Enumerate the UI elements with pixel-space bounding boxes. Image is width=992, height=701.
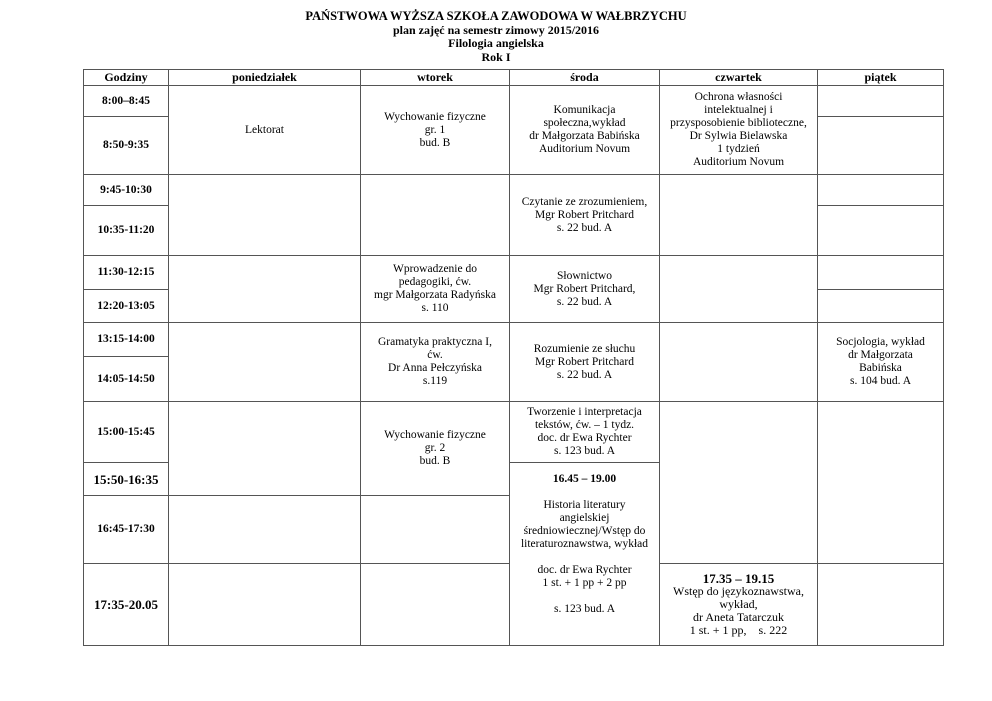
empty-cell (169, 402, 361, 496)
empty-cell (169, 175, 361, 256)
empty-cell (361, 564, 510, 646)
plan-title: plan zajęć na semestr zimowy 2015/2016 (392, 22, 600, 37)
time-slot: 14:05-14:50 (84, 357, 169, 402)
empty-cell (660, 256, 818, 323)
time-slot: 9:45-10:30 (84, 175, 169, 206)
class-line: mgr Małgorzata Radyńska (374, 289, 496, 301)
class-line: pedagogiki, ćw. (398, 276, 472, 288)
table-row (84, 86, 944, 117)
class-cell (510, 402, 660, 463)
class-line: tekstów, ćw. – 1 tydz. (534, 419, 635, 431)
empty-cell (818, 290, 944, 323)
class-cell (818, 323, 944, 402)
class-line: s.119 (422, 375, 448, 387)
class-line: s. 110 (421, 302, 449, 314)
class-line: Historia literatury (543, 499, 626, 511)
col-header-thursday: czwartek (660, 70, 818, 86)
table-row (84, 402, 944, 463)
time-slot: 11:30-12:15 (84, 256, 169, 290)
empty-cell (169, 564, 361, 646)
class-line: Socjologia, wykład (836, 336, 925, 348)
class-line: s. 123 bud. A (553, 445, 616, 457)
empty-cell (660, 175, 818, 256)
time-slot: 8:00–8:45 (84, 86, 169, 117)
empty-cell (818, 86, 944, 117)
class-line: intelektualnej i (704, 104, 773, 116)
class-line: 1 st. + 1 pp + 2 pp (542, 577, 627, 589)
class-line: gr. 2 (424, 442, 446, 454)
empty-cell (169, 323, 361, 402)
document-header (0, 10, 992, 64)
empty-cell (818, 564, 944, 646)
year-label: Rok I (481, 49, 511, 64)
empty-cell (361, 496, 510, 564)
class-cell (361, 86, 510, 175)
class-line: Ochrona własności (694, 91, 783, 103)
header-row (84, 70, 944, 86)
class-line: 1 tydzień (717, 143, 760, 155)
table-row (84, 175, 944, 206)
class-line: s. 22 bud. A (556, 295, 613, 308)
class-cell (510, 256, 660, 323)
time-slot: 10:35-11:20 (84, 206, 169, 256)
col-header-monday: poniedziałek (169, 70, 361, 86)
class-cell (510, 175, 660, 256)
class-line: s. 22 bud. A (556, 368, 613, 381)
class-cell (361, 256, 510, 323)
class-time: 16.45 – 19.00 (552, 473, 617, 485)
class-line: wykład, (719, 597, 758, 611)
class-line: bud. B (419, 136, 451, 149)
empty-cell (818, 206, 944, 256)
class-line: literaturoznawstwa, wykład (520, 538, 649, 550)
class-cell (510, 463, 660, 646)
class-line: dr Małgorzata (848, 349, 913, 361)
empty-cell (660, 402, 818, 564)
col-header-hours: Godziny (84, 70, 169, 86)
class-line: 1 st. + 1 pp, s. 222 (689, 623, 788, 637)
class-title: Lektorat (245, 123, 284, 136)
class-line: społeczna,wykład (543, 117, 626, 129)
class-line: Mgr Robert Pritchard, (533, 282, 636, 295)
class-cell (510, 323, 660, 402)
class-line: Wychowanie fizyczne (384, 429, 486, 441)
table-row (84, 256, 944, 290)
class-cell (169, 86, 361, 175)
class-line: Dr Anna Pełczyńska (388, 362, 482, 374)
time-slot: 17:35-20.05 (84, 564, 169, 646)
class-line: angielskiej (559, 512, 610, 524)
class-line: Wychowanie fizyczne (384, 110, 486, 123)
col-header-wednesday: środa (510, 70, 660, 86)
class-line: Auditorium Novum (538, 143, 631, 155)
class-cell (361, 323, 510, 402)
class-line: ćw. (427, 349, 443, 361)
class-line: doc. dr Ewa Rychter (537, 432, 632, 444)
empty-cell (818, 256, 944, 290)
school-name: PAŃSTWOWA WYŻSZA SZKOŁA ZAWODOWA W WAŁBRZYCHU (305, 9, 687, 23)
class-line: Mgr Robert Pritchard (534, 355, 634, 368)
col-header-friday: piątek (818, 70, 944, 86)
class-cell (510, 86, 660, 175)
time-slot: 8:50-9:35 (84, 117, 169, 175)
class-line: Tworzenie i interpretacja (527, 406, 642, 418)
empty-cell (818, 402, 944, 564)
class-line: Mgr Robert Pritchard (534, 208, 634, 221)
class-line: bud. B (419, 455, 451, 467)
class-line: średniowiecznej/Wstęp do (523, 525, 646, 537)
empty-cell (660, 323, 818, 402)
faculty-name: Filologia angielska (448, 36, 544, 50)
class-cell (660, 86, 818, 175)
class-time: 17.35 – 19.15 (702, 571, 775, 586)
class-line: s. 104 bud. A (849, 375, 912, 387)
class-line: Czytanie ze zrozumieniem, (521, 195, 648, 208)
empty-cell (361, 175, 510, 256)
empty-cell (818, 117, 944, 175)
time-slot: 15:00-15:45 (84, 402, 169, 463)
empty-cell (169, 496, 361, 564)
class-room: s. 123 bud. A (553, 603, 616, 615)
class-cell (361, 402, 510, 496)
class-line: Auditorium Novum (692, 156, 785, 168)
class-line: Wprowadzenie do (393, 263, 477, 275)
class-line: Gramatyka praktyczna I, (378, 336, 492, 348)
empty-cell (818, 175, 944, 206)
class-line: doc. dr Ewa Rychter (537, 564, 632, 576)
class-line: Dr Sylwia Bielawska (689, 130, 788, 142)
class-line: Rozumienie ze słuchu (533, 342, 636, 355)
time-slot: 16:45-17:30 (84, 496, 169, 564)
class-line: Komunikacja (553, 104, 616, 116)
class-line: dr Małgorzata Babińska (529, 130, 640, 142)
table-row (84, 323, 944, 357)
class-line: Babińska (859, 362, 902, 374)
class-line: dr Aneta Tatarczuk (693, 610, 784, 624)
class-line: gr. 1 (424, 123, 446, 136)
time-slot: 13:15-14:00 (84, 323, 169, 357)
col-header-tuesday: wtorek (361, 70, 510, 86)
class-line: Wstęp do językoznawstwa, (673, 584, 804, 598)
time-slot: 12:20-13:05 (84, 290, 169, 323)
time-slot: 15:50-16:35 (84, 463, 169, 496)
class-line: Słownictwo (557, 269, 612, 282)
empty-cell (169, 256, 361, 323)
class-cell (660, 564, 818, 646)
schedule-table (83, 69, 944, 646)
class-line: s. 22 bud. A (556, 221, 613, 234)
class-line: przysposobienie biblioteczne, (670, 117, 807, 129)
